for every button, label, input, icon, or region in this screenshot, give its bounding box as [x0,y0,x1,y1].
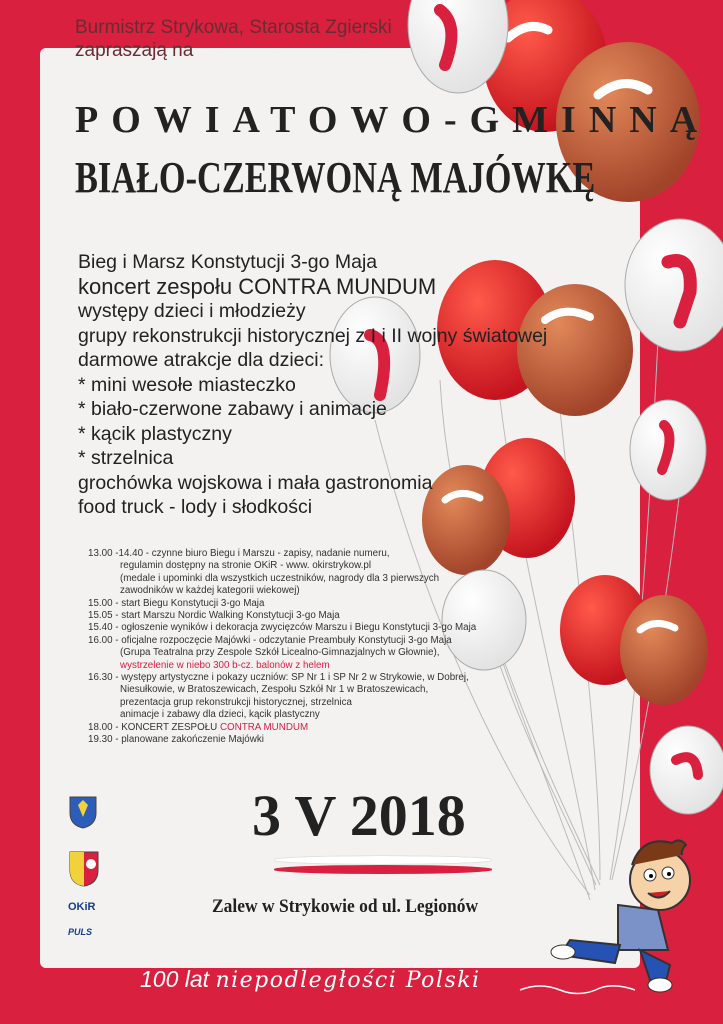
zgierz-county-coat-of-arms-icon [68,850,100,888]
schedule-row: zawodników w każdej kategorii wiekowej) [120,585,300,597]
program-item: grochówka wojskowa i mała gastronomia [78,471,433,494]
schedule-row: 19.30 - planowane zakończenie Majówki [88,734,264,746]
schedule-row: 16.00 - oficjalne rozpoczęcie Majówki - odczytanie Preambuły Konstytucji 3-go Maja [88,634,452,646]
stryków-coat-of-arms-icon [68,795,98,829]
program-item: występy dzieci i młodzieży [78,300,306,322]
event-date: 3 V 2018 [252,783,466,848]
footer-part-1: 100 lat [140,966,210,992]
inviters [75,16,392,62]
program-item: * strzelnica [78,447,174,469]
schedule-row [88,722,476,734]
polish-flag-icon [274,856,492,874]
program-item: Bieg i Marsz Konstytucji 3-go Maja [78,251,378,273]
schedule-row: wystrzelenie w niebo 300 b-cz. balonów z helem [120,659,330,671]
schedule-row: animacje i zabawy dla dzieci, kącik plastyczny [120,709,320,721]
okir-logo: OKiR [68,901,96,913]
title-line-2: BIAŁO-CZERWONĄ MAJÓWKĘ [75,153,596,202]
schedule-row: 13.00 -14.40 - czynne biuro Biegu i Marszu - zapisy, nadanie numeru, [88,548,390,559]
schedule-row: regulamin dostępny na stronie OKiR - www. okirstrykow.pl [120,560,372,572]
program-item: darmowe atrakcje dla dzieci: [78,349,325,371]
event-venue: Zalew w Strykowie od ul. Legionów [212,896,479,917]
schedule-row: 15.40 - ogłoszenie wyników i dekoracja zwycięzców Marszu i Biegu Konstytucji 3-go Maja [88,622,477,634]
title-line-1: POWIATOWO-GMINNĄ [75,99,711,141]
balloon-icon [625,219,723,351]
schedule-row: prezentacja grup rekonstrukcji historycznej, strzelnica [120,696,352,708]
inviters-line-1: Burmistrz Strykowa, Starosta Zgierski [75,17,392,38]
inviters-line-2: zapraszają na [75,40,194,61]
cartoon-boy-icon [551,840,690,992]
footer-part-2: niepodległości Polski [215,968,481,993]
program-item: grupy rekonstrukcji historycznej z I i II wojny światowej [78,324,548,347]
puls-logo: PULS [68,927,93,937]
program-item: * mini wesołe miasteczko [78,373,296,396]
program-item: food truck - lody i słodkości [78,496,313,518]
balloon-icon [650,726,723,814]
sponsor-logos [68,795,138,937]
schedule-row: (medale i upominki dla wszystkich uczestników, nagrody dla 3 pierwszych [120,572,440,584]
schedule-row: 16.30 - występy artystyczne i pokazy uczniów: SP Nr 1 i SP Nr 2 w Strykowie, w Dobrej, [88,672,469,684]
schedule-row: Niesułkowie, w Bratoszewicach, Zespołu Szkół Nr 1 w Bratoszewicach, [120,684,429,696]
schedule-text: 18.00 - KONCERT ZESPOŁU [88,721,218,733]
balloon-icon [620,595,708,705]
schedule [88,548,476,747]
schedule-row: 15.05 - start Marszu Nordic Walking Konstytucji 3-go Maja [88,610,340,622]
footer-slogan [140,966,481,993]
schedule-highlight: CONTRA MUNDUM [219,721,309,733]
schedule-row: (Grupa Teatralna przy Zespole Szkół Licealno-Gimnazjalnych w Głownie), [120,647,440,659]
program-list [78,250,547,520]
schedule-row: 15.00 - start Biegu Konstytucji 3-go Maja [88,597,265,609]
program-item: * biało-czerwone zabawy i animacje [78,398,387,420]
program-item: * kącik plastyczny [78,422,232,445]
program-item: koncert zespołu CONTRA MUNDUM [78,273,437,299]
